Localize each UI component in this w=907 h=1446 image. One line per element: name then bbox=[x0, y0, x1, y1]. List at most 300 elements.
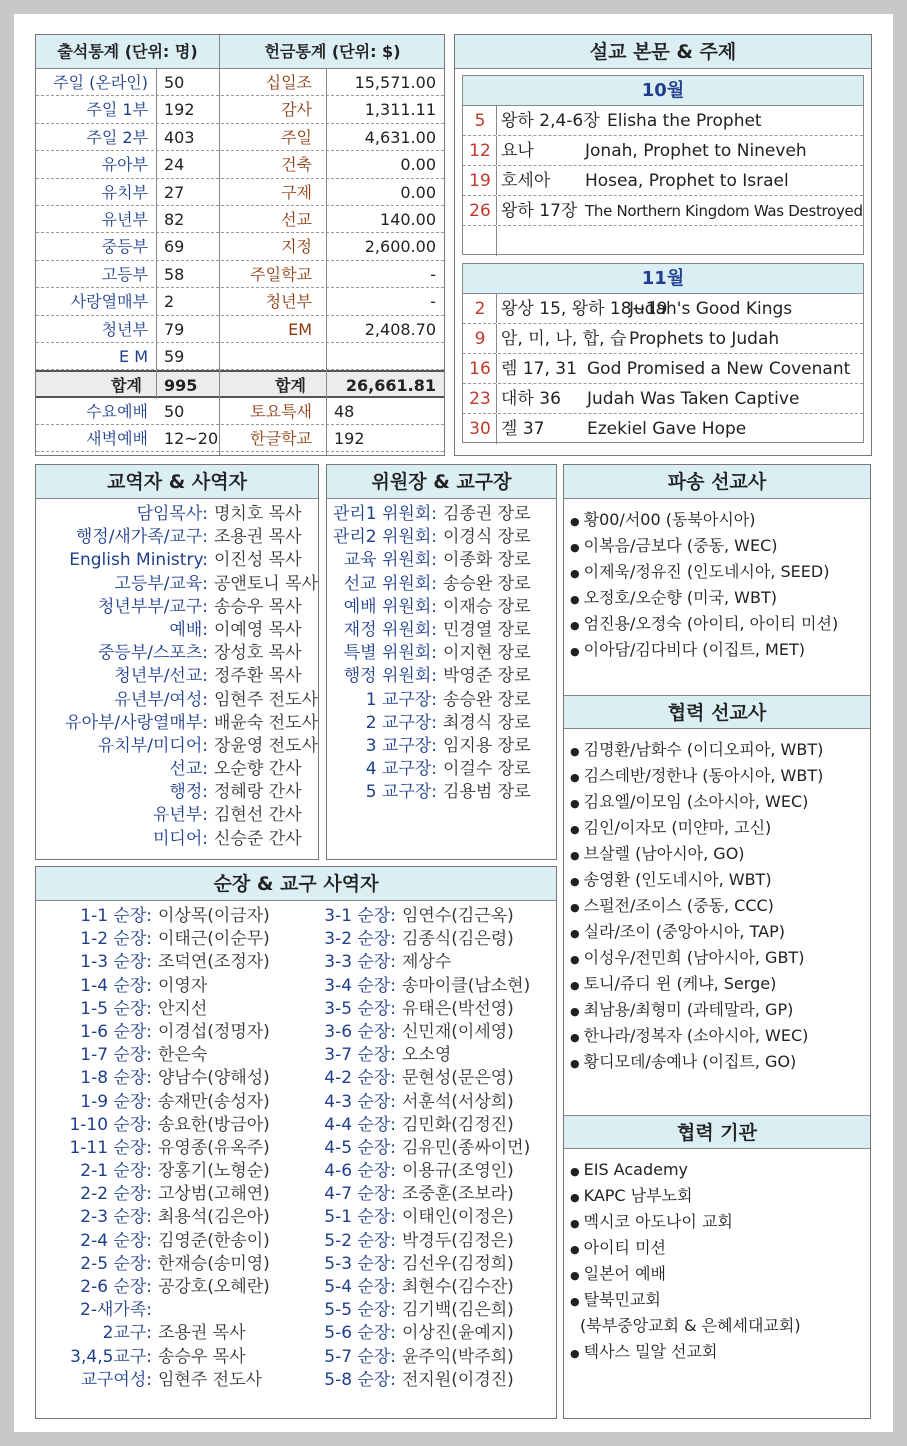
committee-row bbox=[327, 665, 557, 688]
attendance-header: 출석통계 (단위: 명) bbox=[57, 42, 198, 61]
missions-box bbox=[563, 464, 871, 1419]
staff-name: 오순향 간사 bbox=[214, 759, 302, 780]
attendance-label: 유치부 bbox=[101, 182, 148, 202]
leader-name: 김유민(종싸이먼) bbox=[402, 1137, 531, 1158]
sermon-ref: 왕하 2,4-6장 bbox=[501, 111, 600, 131]
staff-name: 이진성 목사 bbox=[214, 550, 302, 571]
leader-role: 5-1 순장: bbox=[324, 1207, 396, 1228]
total-off-label: 합계 bbox=[275, 376, 306, 396]
sermon-row bbox=[463, 414, 863, 444]
divider bbox=[496, 136, 497, 165]
leader-row bbox=[36, 1369, 296, 1392]
service-label: 새벽예배 bbox=[86, 429, 148, 449]
leader-name: 서훈석(서상희) bbox=[402, 1091, 514, 1112]
staff-name: 김현선 간사 bbox=[214, 805, 302, 826]
staff-row bbox=[36, 712, 319, 735]
leader-name: 이상목(이금자) bbox=[158, 906, 270, 926]
offering-label: 주일 bbox=[281, 127, 312, 147]
leader-role: 5-6 순장: bbox=[324, 1323, 396, 1344]
attendance-label: 주일 2부 bbox=[86, 127, 148, 147]
committee-row bbox=[327, 689, 557, 712]
leader-name: 임현주 전도사 bbox=[158, 1369, 262, 1390]
committee-name: 송승완 장로 bbox=[443, 689, 531, 710]
staff-role: English Ministry: bbox=[69, 550, 208, 571]
partner-org-text: 텍사스 밀알 선교회 bbox=[583, 1342, 718, 1361]
partner-org-text: 멕시코 아도나이 교회 bbox=[583, 1212, 733, 1231]
sent-missionary-text: 오정호/오순향 (미국, WBT) bbox=[583, 588, 777, 607]
offering-label: 지정 bbox=[281, 237, 312, 257]
committee-name: 이경식 장로 bbox=[443, 527, 531, 548]
partner-missionary-text: 김인/이자모 (미얀마, 고신) bbox=[583, 818, 772, 837]
attendance-value: 24 bbox=[164, 155, 185, 175]
leader-name: 송요한(방금아) bbox=[158, 1114, 270, 1135]
staff-row bbox=[36, 503, 319, 526]
stat-row bbox=[36, 343, 444, 370]
leader-role: 2-3 순장: bbox=[80, 1207, 152, 1228]
offering-value: - bbox=[430, 264, 436, 284]
committee-row bbox=[327, 781, 557, 804]
leader-name: 최현수(김수잔) bbox=[402, 1277, 514, 1297]
staff-role: 청년부/선교: bbox=[114, 666, 208, 687]
staff-name: 신승준 간사 bbox=[214, 828, 302, 849]
bullet-icon: ● bbox=[570, 771, 580, 784]
attendance-value: 2 bbox=[164, 292, 175, 312]
staff-row bbox=[36, 804, 319, 827]
staff-row bbox=[36, 619, 319, 642]
leader-name: 유태은(박선영) bbox=[402, 998, 514, 1019]
leader-name: 이영자 bbox=[158, 975, 208, 996]
sermon-day: 5 bbox=[474, 111, 486, 131]
partner-missionary bbox=[570, 815, 823, 841]
divider bbox=[496, 294, 497, 323]
bullet-icon: ● bbox=[570, 797, 580, 810]
leader-role: 4-5 순장: bbox=[324, 1137, 396, 1158]
leader-role: 2-6 순장: bbox=[80, 1277, 152, 1297]
staff-role: 선교: bbox=[169, 759, 208, 780]
leader-role: 3,4,5교구: bbox=[70, 1346, 152, 1367]
committee-row bbox=[327, 526, 557, 549]
staff-title: 교역자 & 사역자 bbox=[36, 465, 318, 499]
leader-row bbox=[280, 1044, 550, 1067]
staff-name: 장성호 목사 bbox=[214, 643, 302, 664]
offering-label: 선교 bbox=[281, 210, 312, 229]
offering-label: 감사 bbox=[281, 100, 312, 120]
partner-missionary-text: 한나라/정복자 (소아시아, WEC) bbox=[583, 1026, 809, 1045]
leader-row bbox=[280, 1137, 550, 1160]
attendance-label: 유아부 bbox=[101, 155, 148, 175]
leader-row bbox=[36, 1322, 296, 1345]
committee-role: 특별 위원회: bbox=[343, 643, 437, 664]
offering-value: 4,631.00 bbox=[364, 127, 436, 147]
sent-missionary bbox=[570, 559, 838, 585]
leader-name: 임연수(김근옥) bbox=[402, 906, 514, 926]
service-label: 한글학교 bbox=[250, 429, 312, 449]
leader-name: 이상진(윤예지) bbox=[402, 1323, 514, 1344]
leader-role: 1-11 순장: bbox=[69, 1137, 152, 1158]
committee-role: 선교 위원회: bbox=[343, 573, 437, 594]
offering-label: 청년부 bbox=[265, 292, 312, 312]
leader-role: 2-4 순장: bbox=[80, 1230, 152, 1251]
partner-org-text: 일본어 예배 bbox=[583, 1264, 666, 1283]
sermon-topic: Jonah, Prophet to Nineveh bbox=[585, 141, 807, 161]
bullet-icon: ● bbox=[570, 593, 580, 606]
partner-missionary bbox=[570, 919, 823, 945]
partner-org bbox=[570, 1183, 801, 1209]
total-att-value: 995 bbox=[164, 376, 198, 396]
leader-row bbox=[280, 1021, 550, 1044]
partner-org bbox=[570, 1261, 801, 1287]
leader-name: 신민재(이세영) bbox=[402, 1021, 514, 1042]
sermon-day: 12 bbox=[469, 141, 491, 161]
partner-missionary-text: 김스데반/정한나 (동아시아, WBT) bbox=[583, 766, 824, 785]
sent-missionary bbox=[570, 585, 838, 611]
leader-role: 2-1 순장: bbox=[80, 1161, 152, 1182]
partner-orgs-title: 협력 기관 bbox=[564, 1115, 870, 1149]
staff-name: 임현주 전도사 bbox=[214, 689, 318, 710]
leader-role: 5-2 순장: bbox=[324, 1230, 396, 1251]
partner-org-text: KAPC 남부노회 bbox=[583, 1186, 693, 1205]
leader-row bbox=[280, 975, 550, 998]
staff-row bbox=[36, 758, 319, 781]
leader-role: 1-6 순장: bbox=[80, 1021, 152, 1042]
leader-role: 5-3 순장: bbox=[324, 1253, 396, 1274]
sent-missionary bbox=[570, 507, 838, 533]
stat-row bbox=[36, 151, 444, 178]
leader-role: 1-5 순장: bbox=[80, 998, 152, 1019]
attendance-label: 사랑열매부 bbox=[70, 292, 148, 312]
bullet-icon: ● bbox=[570, 1165, 580, 1178]
leader-name: 양남수(양해성) bbox=[158, 1068, 270, 1089]
sermon-topic: Hosea, Prophet to Israel bbox=[585, 171, 789, 191]
leader-name: 공강호(오혜란) bbox=[158, 1277, 270, 1297]
leader-name: 윤주익(박주희) bbox=[402, 1346, 514, 1367]
leader-row bbox=[36, 1160, 296, 1183]
leader-role: 2-5 순장: bbox=[80, 1253, 152, 1274]
total-row bbox=[36, 370, 444, 398]
leader-row bbox=[36, 1230, 296, 1253]
bullet-icon: ● bbox=[570, 849, 580, 862]
leader-row bbox=[36, 928, 296, 951]
leader-row bbox=[280, 928, 550, 951]
attendance-value: 79 bbox=[164, 319, 185, 339]
committee-name: 김종권 장로 bbox=[443, 504, 531, 524]
partner-missionary-text: 스펄전/조이스 (중동, CCC) bbox=[583, 896, 774, 915]
bullet-icon: ● bbox=[570, 1243, 580, 1256]
staff-role: 행정/새가족/교구: bbox=[75, 527, 208, 548]
bullet-icon: ● bbox=[570, 1031, 580, 1044]
sermon-ref: 왕상 15, 왕하 18~19 bbox=[501, 299, 668, 319]
staff-name: 공앤토니 목사 bbox=[214, 573, 318, 594]
bullet-icon: ● bbox=[570, 1057, 580, 1070]
committee-role: 예배 위원회: bbox=[343, 596, 437, 617]
committee-row bbox=[327, 758, 557, 781]
bullet-icon: ● bbox=[570, 1217, 580, 1230]
partner-missionary-text: 이성우/전민희 (남아시아, GBT) bbox=[583, 948, 805, 967]
sermon-day: 26 bbox=[469, 201, 491, 221]
leader-role: 1-7 순장: bbox=[80, 1045, 152, 1066]
leader-row bbox=[280, 1346, 550, 1369]
service-value: 50 bbox=[164, 402, 185, 422]
committee-role: 재정 위원회: bbox=[343, 619, 437, 640]
committee-name: 박영준 장로 bbox=[443, 666, 531, 687]
offering-header: 헌금통계 (단위: $) bbox=[264, 42, 401, 61]
leader-role: 1-1 순장: bbox=[80, 906, 152, 926]
leader-row bbox=[280, 1091, 550, 1114]
leader-row bbox=[36, 1091, 296, 1114]
partner-missionary bbox=[570, 971, 823, 997]
staff-box bbox=[35, 464, 319, 860]
partner-missionary bbox=[570, 1049, 823, 1075]
leader-role: 3-3 순장: bbox=[324, 952, 396, 973]
staff-row bbox=[36, 735, 319, 758]
leader-role: 5-4 순장: bbox=[324, 1277, 396, 1297]
staff-row bbox=[36, 828, 319, 851]
leader-row bbox=[280, 1276, 550, 1299]
leader-row bbox=[280, 1067, 550, 1090]
staff-name: 이예영 목사 bbox=[214, 619, 302, 640]
committee-name: 이종화 장로 bbox=[443, 550, 531, 571]
sermon-row bbox=[463, 324, 863, 354]
partner-missionary bbox=[570, 1023, 823, 1049]
leader-role: 3-2 순장: bbox=[324, 929, 396, 950]
staff-name: 조용권 목사 bbox=[214, 527, 302, 548]
partner-missionary-text: 토니/쥬디 윈 (케냐, Serge) bbox=[583, 974, 777, 993]
leader-name: 최용석(김은아) bbox=[158, 1207, 270, 1228]
offering-value: 2,408.70 bbox=[364, 319, 436, 339]
divider bbox=[496, 106, 497, 135]
committee-name: 이재승 장로 bbox=[443, 596, 531, 617]
bullet-icon: ● bbox=[570, 823, 580, 836]
bullet-icon: ● bbox=[570, 927, 580, 940]
bullet-icon: ● bbox=[570, 619, 580, 632]
divider bbox=[496, 384, 497, 413]
divider bbox=[496, 324, 497, 353]
partner-org bbox=[570, 1287, 801, 1313]
sermon-day: 19 bbox=[469, 171, 491, 191]
sent-missionary-text: 이복음/금보다 (중동, WEC) bbox=[583, 536, 778, 555]
sermon-ref: 렘 17, 31 bbox=[501, 359, 577, 379]
committee-name: 이걸수 장로 bbox=[443, 759, 531, 780]
leader-row bbox=[280, 1114, 550, 1137]
partner-missionary bbox=[570, 945, 823, 971]
partner-org bbox=[570, 1339, 801, 1365]
leader-row bbox=[280, 1322, 550, 1345]
committee-role: 1 교구장: bbox=[365, 689, 437, 710]
leaders-box bbox=[35, 866, 557, 1419]
staff-role: 유아부/사랑열매부: bbox=[65, 712, 208, 733]
attendance-value: 27 bbox=[164, 182, 185, 202]
sermon-day: 9 bbox=[474, 329, 486, 349]
staff-row bbox=[36, 596, 319, 619]
sermon-row bbox=[463, 106, 863, 136]
leader-role: 3-5 순장: bbox=[324, 998, 396, 1019]
service-label: 토요특새 bbox=[250, 402, 312, 422]
committee-row bbox=[327, 503, 557, 526]
staff-role: 유년부/여성: bbox=[114, 689, 208, 710]
sermon-row bbox=[463, 354, 863, 384]
committee-row bbox=[327, 735, 557, 758]
leader-row bbox=[280, 1183, 550, 1206]
partner-missionary bbox=[570, 737, 823, 763]
leader-row bbox=[280, 1206, 550, 1229]
sermon-day: 2 bbox=[474, 299, 486, 319]
attendance-value: 403 bbox=[164, 127, 195, 147]
sermon-row bbox=[463, 136, 863, 166]
sermon-ref: 암, 미, 나, 합, 습 bbox=[501, 329, 627, 349]
committee-row bbox=[327, 619, 557, 642]
partner-missionary-text: 브살렐 (남아시아, GO) bbox=[583, 844, 745, 863]
leader-role: 3-6 순장: bbox=[324, 1021, 396, 1042]
leader-role: 3-4 순장: bbox=[324, 975, 396, 996]
bullet-icon: ● bbox=[570, 541, 580, 554]
attendance-label: 중등부 bbox=[101, 237, 148, 257]
sermon-row bbox=[463, 166, 863, 196]
leader-row bbox=[36, 1183, 296, 1206]
staff-role: 행정: bbox=[169, 782, 208, 803]
staff-row bbox=[36, 573, 319, 596]
leader-role: 2-새가족: bbox=[80, 1300, 152, 1321]
sermon-day: 30 bbox=[469, 419, 491, 439]
leader-role: 5-8 순장: bbox=[324, 1369, 396, 1390]
sermon-month bbox=[462, 263, 864, 443]
service-label: 수요예배 bbox=[86, 402, 148, 422]
leader-name: 조용권 목사 bbox=[158, 1323, 246, 1344]
stat-row bbox=[36, 206, 444, 233]
total-off-value: 26,661.81 bbox=[345, 376, 436, 396]
partner-missionary-text: 실라/조이 (중앙아시아, TAP) bbox=[583, 922, 785, 941]
leader-name: 유영종(유옥주) bbox=[158, 1137, 270, 1158]
offering-label: 건축 bbox=[281, 155, 312, 175]
sent-missionary bbox=[570, 533, 838, 559]
leader-row bbox=[36, 1253, 296, 1276]
leader-row bbox=[36, 1044, 296, 1067]
sermon-topic: The Northern Kingdom Was Destroyed bbox=[585, 202, 863, 220]
sermon-topic: Judah Was Taken Captive bbox=[587, 389, 800, 409]
stat-row bbox=[36, 96, 444, 123]
leader-name: 이태근(이순무) bbox=[158, 929, 270, 950]
sermon-day: 16 bbox=[469, 359, 491, 379]
leader-name: 송마이클(남소현) bbox=[402, 975, 531, 996]
service-value: 192 bbox=[334, 429, 365, 449]
committee-role: 관리1 위원회: bbox=[332, 504, 437, 524]
offering-value: 140.00 bbox=[380, 210, 436, 229]
sermon-ref: 요나 bbox=[501, 141, 534, 161]
partner-org bbox=[570, 1157, 801, 1183]
stat-row bbox=[36, 261, 444, 288]
committee-row bbox=[327, 712, 557, 735]
leader-row bbox=[280, 1299, 550, 1322]
attendance-label: 청년부 bbox=[101, 319, 148, 339]
sent-missionary bbox=[570, 637, 838, 663]
bullet-icon: ● bbox=[570, 1191, 580, 1204]
committee-role: 2 교구장: bbox=[365, 712, 437, 733]
partner-org-text: 탈북민교회 bbox=[583, 1290, 661, 1309]
leader-name: 조중훈(조보라) bbox=[402, 1184, 514, 1205]
committee-role: 4 교구장: bbox=[365, 759, 437, 780]
attendance-value: 59 bbox=[164, 347, 185, 366]
leader-name: 김민화(김정진) bbox=[402, 1114, 514, 1135]
leader-name: 전지원(이경진) bbox=[402, 1369, 514, 1390]
sermon-ref: 대하 36 bbox=[501, 389, 561, 409]
partner-org-text: 아이티 미션 bbox=[583, 1238, 666, 1257]
leader-row bbox=[36, 1276, 296, 1299]
bullet-icon: ● bbox=[570, 901, 580, 914]
offering-value: 15,571.00 bbox=[354, 73, 436, 92]
sent-missionary bbox=[570, 611, 838, 637]
leader-name: 이경섭(정명자) bbox=[158, 1021, 270, 1042]
bullet-icon: ● bbox=[570, 1005, 580, 1018]
staff-role: 고등부/교육: bbox=[114, 573, 208, 594]
leader-role: 교구여성: bbox=[80, 1369, 152, 1390]
staff-row bbox=[36, 526, 319, 549]
committee-title: 위원장 & 교구장 bbox=[327, 465, 556, 499]
leader-name: 고상범(고해연) bbox=[158, 1184, 270, 1205]
committee-name: 민경열 장로 bbox=[443, 619, 531, 640]
partner-missionary bbox=[570, 841, 823, 867]
stat-row bbox=[36, 316, 444, 343]
committee-role: 3 교구장: bbox=[365, 735, 437, 756]
leader-row bbox=[280, 1253, 550, 1276]
attendance-value: 192 bbox=[164, 100, 195, 120]
committee-role: 행정 위원회: bbox=[343, 666, 437, 687]
partner-missionary-text: 김요엘/이모임 (소아시아, WEC) bbox=[583, 792, 809, 811]
leader-row bbox=[280, 905, 550, 928]
bullet-icon: ● bbox=[570, 953, 580, 966]
leader-role: 4-4 순장: bbox=[324, 1114, 396, 1135]
sermon-topic: Ezekiel Gave Hope bbox=[587, 419, 747, 439]
leader-name: 김기백(김은희) bbox=[402, 1300, 514, 1321]
bullet-icon: ● bbox=[570, 875, 580, 888]
leader-row bbox=[36, 905, 296, 928]
leader-row bbox=[280, 1160, 550, 1183]
divider bbox=[496, 414, 497, 444]
leader-name: 송재만(송성자) bbox=[158, 1091, 270, 1112]
partner-org-sub: (북부중앙교회 & 은혜세대교회) bbox=[580, 1316, 801, 1335]
bullet-icon: ● bbox=[570, 1269, 580, 1282]
partner-missionary-text: 송영환 (인도네시아, WBT) bbox=[583, 870, 772, 889]
leader-row bbox=[280, 951, 550, 974]
divider bbox=[496, 226, 497, 256]
sermon-title: 설교 본문 & 주제 bbox=[455, 35, 871, 69]
sermon-topic: Judah's Good Kings bbox=[629, 299, 793, 319]
sent-missionary-text: 이제욱/정유진 (인도네시아, SEED) bbox=[583, 562, 830, 581]
partner-missionary bbox=[570, 893, 823, 919]
leader-name: 문현성(문은영) bbox=[402, 1068, 514, 1089]
offering-value: 0.00 bbox=[400, 155, 436, 175]
extra-row bbox=[36, 425, 444, 452]
stat-row bbox=[36, 233, 444, 260]
leader-row bbox=[280, 998, 550, 1021]
sermon-month bbox=[462, 75, 864, 255]
attendance-label: 주일 (온라인) bbox=[53, 73, 148, 92]
leader-role: 3-7 순장: bbox=[324, 1045, 396, 1066]
sent-missionary-text: 황00/서00 (동북아시아) bbox=[583, 510, 756, 529]
committee-role: 관리2 위원회: bbox=[332, 527, 437, 548]
bulletin-page bbox=[14, 14, 893, 1432]
staff-name: 명치호 목사 bbox=[214, 504, 302, 524]
staff-role: 유년부: bbox=[153, 805, 208, 826]
partner-org-text: EIS Academy bbox=[583, 1160, 688, 1179]
leader-role: 4-3 순장: bbox=[324, 1091, 396, 1112]
stat-row bbox=[36, 124, 444, 151]
leader-row bbox=[36, 975, 296, 998]
bullet-icon: ● bbox=[570, 979, 580, 992]
partner-missionary-text: 최남용/최형미 (과테말라, GP) bbox=[583, 1000, 794, 1019]
offering-label: 십일조 bbox=[265, 73, 312, 92]
month-name: 11월 bbox=[463, 264, 863, 294]
staff-role: 청년부부/교구: bbox=[98, 596, 208, 617]
offering-label: EM bbox=[288, 319, 312, 339]
